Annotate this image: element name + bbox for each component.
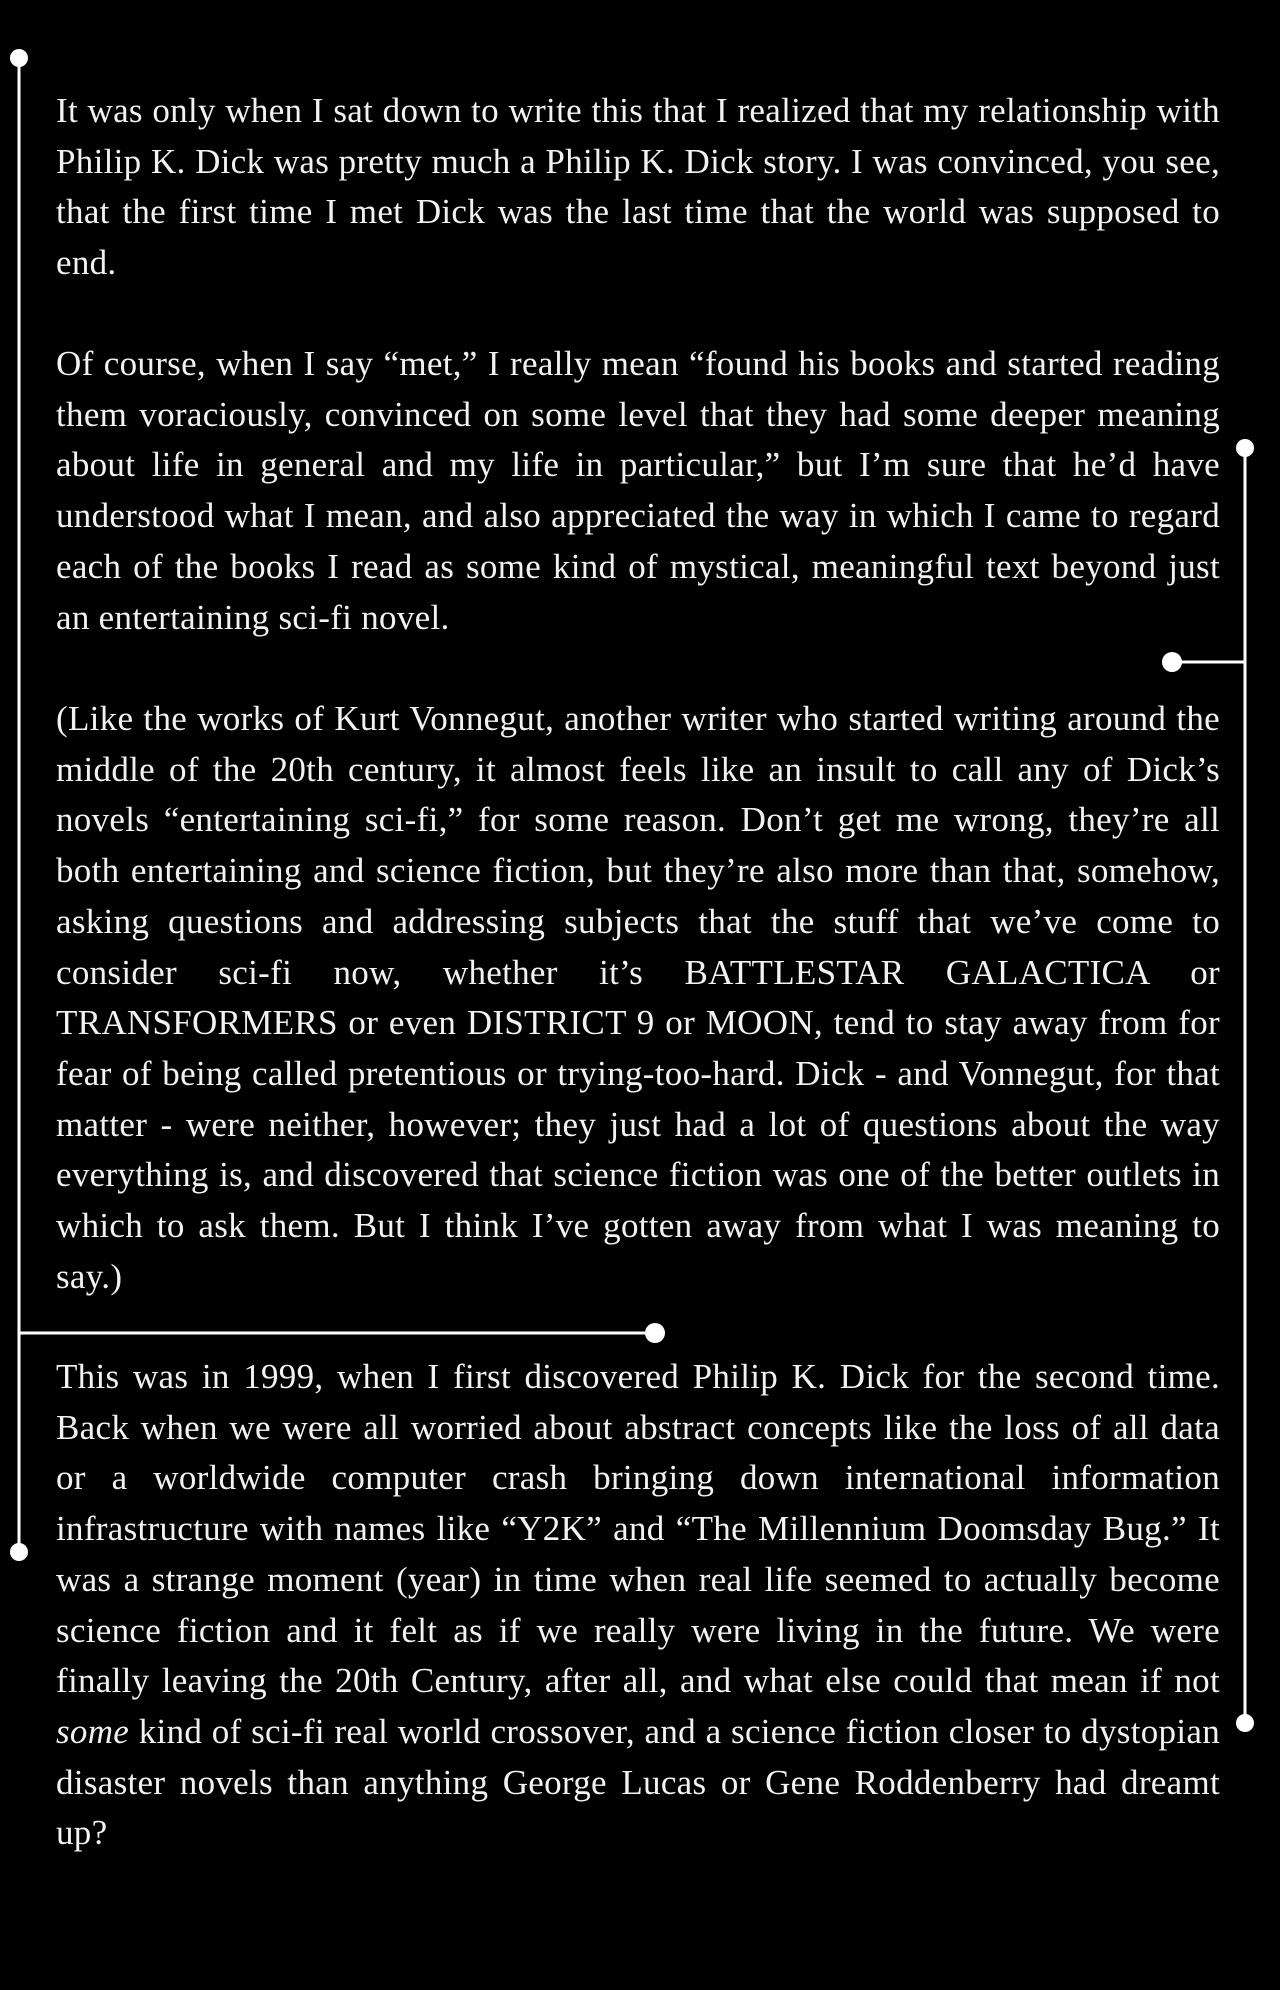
node-dot-top-left xyxy=(10,49,28,67)
node-dot-right-branch-end xyxy=(1162,652,1182,672)
paragraph-4-text-start: This was in 1999, when I first discovered Philip K. Dick for the second time. Back when we were all worried about abstract concepts like the loss of all data or a worldwide computer crash bringing down international information infrastructure with names like “Y2K” and “The Millennium Doomsday Bug.” It was a strange moment (year) in time when real life seemed to actually become science fiction and it felt as if we really were living in the future. We were finally leaving the 20th Century, after all, and what else could that mean if not xyxy=(56,1357,1220,1701)
paragraph-4-text-end: kind of sci-fi real world crossover, and a science fiction closer to dystopian disaster novels than anything George Lucas or Gene Roddenberry had dreamt up? xyxy=(56,1711,1220,1853)
node-dot-top-right xyxy=(1236,439,1254,457)
paragraph-3: (Like the works of Kurt Vonnegut, another writer who started writing around the middle of the 20th century, it almost feels like an insult to call any of Dick’s novels “entertaining sci-fi,” for some reason. Don’t get me wrong, they’re all both entertaining and science fiction, but they’re also more than that, somehow, asking questions and addressing subjects that the stuff that we’ve come to consider sci-fi now, whether it’s BATTLESTAR GALACTICA or TRANSFORMERS or even DISTRICT 9 or MOON, tend to stay away from for fear of being called pretentious or trying-too-hard. Dick - and Vonnegut, for that matter - were neither, however; they just had a lot of questions about the way everything is, and discovered that science fiction was one of the better outlets in which to ask them. But I think I’ve gotten away from what I was meaning to say.) xyxy=(56,699,1220,1296)
paragraph-4-emphasis: some xyxy=(56,1711,130,1751)
paragraph-2: Of course, when I say “met,” I really mean “found his books and started reading them voraciously, convinced on some level that they had some deeper meaning about life in general and my life in particular,” but I’m sure that he’d have understood what I mean, and also appreciated the way in which I came to regard each of the books I read as some kind of mystical, meaningful text beyond just an entertaining sci-fi novel. xyxy=(56,344,1220,637)
node-dot-bottom-right xyxy=(1236,1714,1254,1732)
paragraph-4 xyxy=(56,1352,1220,1859)
node-dot-left-branch-end xyxy=(645,1323,665,1343)
paragraph-1: It was only when I sat down to write this that I realized that my relationship with Philip K. Dick was pretty much a Philip K. Dick story. I was convinced, you see, that the first time I met Dick was the last time that the world was supposed to end. xyxy=(56,91,1220,283)
node-dot-bottom-left xyxy=(10,1543,28,1561)
